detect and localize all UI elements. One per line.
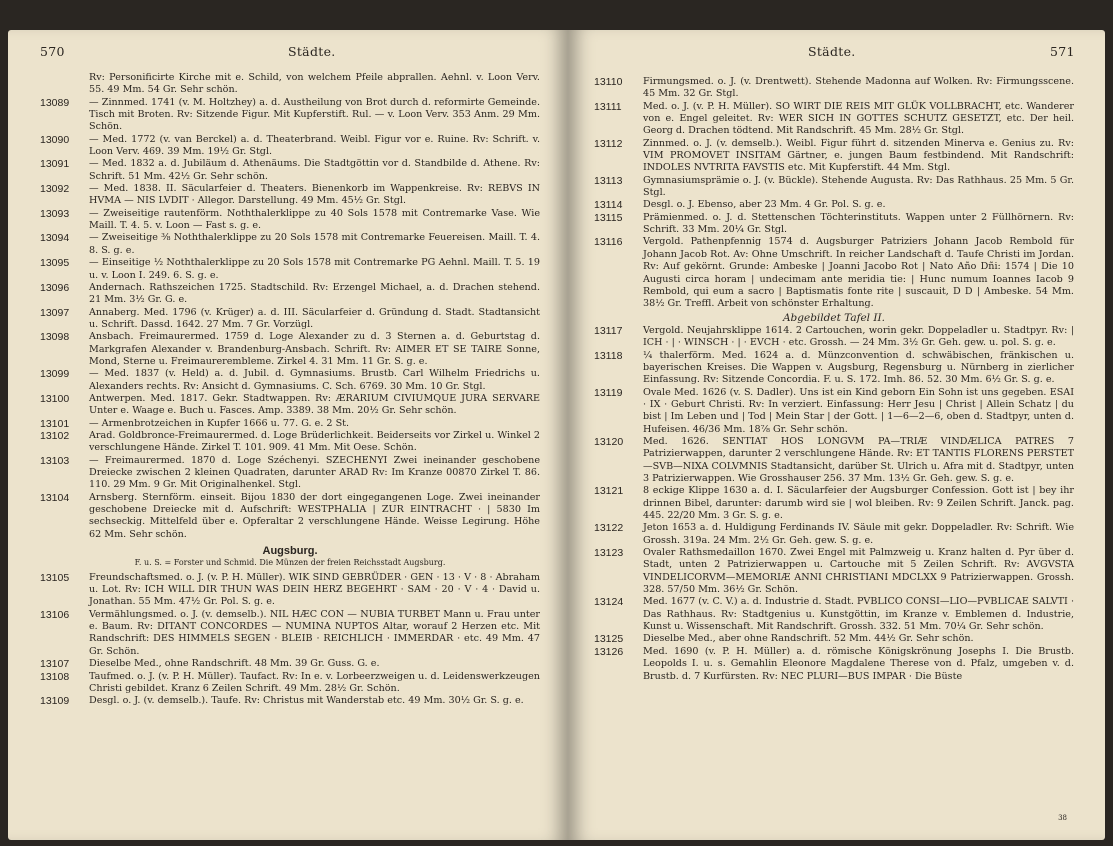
catalog-entry xyxy=(594,485,1074,522)
running-title-right: Städte. xyxy=(808,44,856,59)
lot-description: Med. 1690 (v. P. H. Müller) a. d. römische Königskrönung Josephs I. Die Brustb. Leopolds I. u. s. Gemahlin Eleonore Magdalene Therese von d. Pfalz, umgeben v. d. Brustb. d. 7 Kurfürsten. Rv: NEC PLURI—BUS IMPAR · Die Büste xyxy=(643,645,1074,682)
lot-description: Zinnmed. o. J. (v. demselb.). Weibl. Figur führt d. sitzenden Minerva e. Genius zu. Rv: VIM PROMOVET INSITAM Gärtner, e. jungen Baum festbindend. Mit Randschrift: INDOLES NVTRITA FAVSTIS etc. Mit Kupferstift. 44 Mm. Stgl. xyxy=(643,137,1074,174)
lot-description: Freundschaftsmed. o. J. (v. P. H. Müller). WIK SIND GEBRÜDER · GEN · 13 · V · 8 · Abraham u. Lot. Rv: ICH WILL DIR THUN WAS DEIN HERZ BEGEHRT · SAM · 20 · V · 4 · David u. Jonathan. 55 Mm. 47½ Gr. Pol. S. g. e. xyxy=(89,571,540,608)
lot-number: 13117 xyxy=(594,324,623,337)
lot-number: 13104 xyxy=(40,491,70,504)
lot-number: 13124 xyxy=(594,596,624,609)
lot-number: 13126 xyxy=(594,645,624,658)
lot-description: Dieselbe Med., ohne Randschrift. 48 Mm. 39 Gr. Guss. G. e. xyxy=(89,658,380,670)
lot-description: — Einseitige ½ Noththalerklippe zu 20 Sols 1578 mit Contremarke PG Aehnl. Maill. T. 5. 19 u. v. Loon I. 249. 6. S. g. e. xyxy=(89,257,540,281)
lot-description: Prämienmed. o. J. d. Stettenschen Töchterinstituts. Wappen unter 2 Füllhörnern. Rv: Schrift. 33 Mm. 20¼ Gr. Stgl. xyxy=(643,211,1074,236)
catalog-entry xyxy=(594,101,1074,138)
lot-number: 13089 xyxy=(40,96,70,109)
catalog-entry xyxy=(594,212,1074,237)
lot-number: 13125 xyxy=(594,633,624,646)
running-title-left: Städte. xyxy=(288,44,336,59)
lot-number: 13098 xyxy=(40,331,70,344)
catalog-entry xyxy=(594,138,1074,175)
lot-description: Antwerpen. Med. 1817. Gekr. Stadtwappen. Rv: ÆRARIUM CIVIUMQUE JURA SERVARE Unter e. Waage e. Buch u. Fasces. Amp. 3389. 38 Mm. 20½ Gr. Sehr schön. xyxy=(89,392,540,417)
lot-number: 13094 xyxy=(40,232,70,245)
lot-number: 13118 xyxy=(594,349,623,362)
lot-description: — Armenbrotzeichen in Kupfer 1666 u. 77. G. e. 2 St. xyxy=(89,417,350,429)
lot-number: 13103 xyxy=(40,454,70,467)
lot-number: 13107 xyxy=(40,658,70,671)
lot-description: Vergold. Pathenpfennig 1574 d. Augsburger Patriziers Johann Jacob Rembold für Johann Jacob Rot. Av: Ohne Umschrift. In reicher Landschaft d. Taufe Christi im Jordan. Rv: Auf gekörnt. Grunde: Ambeske | Joanni Jacobo Rot | Nato Año Dñi: 1574 | Die 10 Augusti circa horam | undecimam ante meridia tie: | Hunc numum Ioannes Iacob 9 Rembold, qui eum a sacro | Baptismatis fonte rite | suscauit, D D | Ambeske. 54 Mm. 38½ Gr. Treffl. Arbeit von schönster Erhaltung. xyxy=(643,236,1074,310)
entry-list xyxy=(594,76,1074,311)
plate-caption: Abgebildet Tafel II. xyxy=(782,311,886,324)
catalog-entry xyxy=(594,175,1074,200)
lot-description: Med. 1677 (v. C. V.) a. d. Industrie d. Stadt. PVBLICO CONSI—LIO—PVBLICAE SALVTI · Das Rathhaus. Rv: Stadtgenius u. Kunstgöttin, im Kranze v. Emblemen d. Industrie, Kunst u. Wissenschaft. Mit Randschrift. Grossh. 332. 51 Mm. 70¼ Gr. Sehr schön. xyxy=(643,596,1074,633)
lot-number: 13108 xyxy=(40,670,70,683)
lot-number: 13092 xyxy=(40,183,70,196)
lot-description: ¼ thalerförm. Med. 1624 a. d. Münzconvention d. schwäbischen, fränkischen u. bayerischen Kreises. Die Wappen v. Augsburg, Regensburg u. Nürnberg in zierlicher Einfassung. Rv: Sitzende Concordia. F. u. S. 172. Imh. 86. 52. 30 Mm. 6½ Gr. S. g. e. xyxy=(643,349,1074,386)
lot-description: Jeton 1653 a. d. Huldigung Ferdinands IV. Säule mit gekr. Doppeladler. Rv: Schrift. Wie Grossh. 319a. 24 Mm. 2½ Gr. Geh. gew. S. g. e. xyxy=(643,522,1074,546)
lot-description: Annaberg. Med. 1796 (v. Krüger) a. d. III. Säcularfeier d. Gründung d. Stadt. Stadtansicht u. Schrift. Dassd. 1642. 27 Mm. 7 Gr. Vorzügl. xyxy=(89,306,540,330)
catalog-entry xyxy=(40,307,540,332)
lot-number: 13120 xyxy=(594,435,624,448)
entry-list xyxy=(40,572,540,708)
catalog-entry xyxy=(40,183,540,208)
catalog-entry xyxy=(40,393,540,418)
lot-number: 13093 xyxy=(40,207,70,220)
catalog-entry xyxy=(40,418,540,430)
catalog-entry xyxy=(594,547,1074,596)
printer-signature: 38 xyxy=(1058,814,1067,822)
lot-description: 8 eckige Klippe 1630 a. d. I. Säcularfeier der Augsburger Confession. Gott ist | bey ihr drinnen Bibel, darunter: darumb wird sie | wol bleiben. Rv: 9 Zeilen Schrift. Janck. pag. 445. 22/20 Mm. 3 Gr. S. g. e. xyxy=(643,485,1074,522)
lot-description: Vergold. Neujahrsklippe 1614. 2 Cartouchen, worin gekr. Doppeladler u. Stadtpyr. Rv: | ICH · | · WINSCH · | · EVCH · etc. Grossh. — 24 Mm. 3½ Gr. Geh. gew. u. pol. S. g. e. xyxy=(643,324,1074,349)
lot-number: 13115 xyxy=(594,211,623,224)
lot-description: Andernach. Rathszeichen 1725. Stadtschild. Rv: Erzengel Michael, a. d. Drachen stehend. 21 Mm. 3½ Gr. G. e. xyxy=(89,281,540,306)
lot-number: 13100 xyxy=(40,392,70,405)
lot-description: — Med. 1832 a. d. Jubiläum d. Athenäums. Die Stadtgöttin vor d. Standbilde d. Athene. Rv: Schrift. 51 Mm. 42½ Gr. Sehr schön. xyxy=(89,158,540,182)
catalog-entry xyxy=(40,208,540,233)
lot-description: — Med. 1772 (v. van Berckel) a. d. Theaterbrand. Weibl. Figur vor e. Ruine. Rv: Schrift. v. Loon Verv. 469. 39 Mm. 19½ Gr. Stgl. xyxy=(89,133,540,158)
lot-number: 13112 xyxy=(594,137,623,150)
catalog-entry xyxy=(40,492,540,541)
right-page xyxy=(568,30,1105,840)
lot-number: 13096 xyxy=(40,281,70,294)
catalog-entry xyxy=(40,331,540,368)
lot-description: Gymnasiumsprämie o. J. (v. Bückle). Stehende Augusta. Rv: Das Rathhaus. 25 Mm. 5 Gr. Stgl. xyxy=(643,174,1074,199)
lot-number: 13123 xyxy=(594,547,624,560)
lot-description: Desgl. o. J. Ebenso, aber 23 Mm. 4 Gr. Pol. S. g. e. xyxy=(643,199,886,211)
section-title: Augsburg. xyxy=(262,545,318,558)
catalog-entry xyxy=(40,695,540,707)
lot-description: Med. o. J. (v. P. H. Müller). SO WIRT DIE REIS MIT GLÜK VOLLBRACHT, etc. Wanderer von e. Engel geleitet. Rv: WER SICH IN GOTTES SCHUTZ GESETZT, etc. Der heil. Georg d. Drachen tödtend. Mit Randschrift. 45 Mm. 28½ Gr. Stgl. xyxy=(643,100,1074,137)
catalog-entry xyxy=(40,430,540,455)
lot-number: 13099 xyxy=(40,368,70,381)
catalog-entry xyxy=(594,387,1074,436)
catalog-entry xyxy=(40,282,540,307)
lot-description: Ovale Med. 1626 (v. S. Dadler). Uns ist ein Kind geborn Ein Sohn ist uns gegeben. ESAI · IX · Geburt Christi. Rv: In verziert. Einfassung: Herr Jesu | Christ | Allein Schatz | du bist | Im Leben und | Tod | Mein Star | der Gott. | 1—6—2—6, oben d. Stadtpyr, unten d. Hufeisen. 46/36 Mm. 18⁷⁄₈ Gr. Sehr schön. xyxy=(643,386,1074,435)
lot-description: Vermählungsmed. o. J. (v. demselb.). NIL HÆC CON — NUBIA TURBET Mann u. Frau unter e. Baum. Rv: DITANT CONCORDES — NUMINA NUPTOS Altar, worauf 2 Herzen etc. Mit Randschrift: DES HIMMELS SEGEN · BLEIB · REICHLICH · IMMERDAR · etc. 49 Mm. 47 Gr. Schön. xyxy=(89,608,540,657)
page-number-left: 570 xyxy=(40,44,65,59)
entry-list xyxy=(40,97,540,541)
lot-number: 13101 xyxy=(40,417,70,430)
right-content xyxy=(594,76,1074,683)
lot-number: 13111 xyxy=(594,100,622,113)
catalog-entry xyxy=(40,658,540,670)
lot-description: Med. 1626. SENTIAT HOS LONGVM PA—TRIÆ VINDÆLICA PATRES 7 Patrizierwappen, darunter 2 verschlungene Hände. Rv: ET TANTIS FLORENS PERSTET—SVB—NIXA COLVMNIS Stadtansicht, darüber St. Ulrich u. Afra mit d. Stadtpyr, unten 3 Patrizierwappen. Wie Grosshauser 256. 37 Mm. 13½ Gr. Geh. gew. S. g. e. xyxy=(643,435,1074,484)
lot-description: — Med. 1838. II. Säcularfeier d. Theaters. Bienenkorb im Wappenkreise. Rv: REBVS IN HVMA — NIS LVDIT · Allegor. Darstellung. 49 Mm. 45½ Gr. Stgl. xyxy=(89,183,540,207)
lot-number: 13121 xyxy=(594,485,624,498)
continued-entry: Rv: Personificirte Kirche mit e. Schild, von welchem Pfeile abprallen. Aehnl. v. Loon Verv. 55. 49 Mm. 54 Gr. Sehr schön. xyxy=(89,72,540,96)
catalog-entry xyxy=(594,325,1074,350)
catalog-entry xyxy=(594,350,1074,387)
lot-number: 13091 xyxy=(40,158,70,171)
catalog-entry xyxy=(40,158,540,183)
lot-number: 13110 xyxy=(594,76,623,88)
lot-number: 13105 xyxy=(40,571,70,584)
lot-number: 13114 xyxy=(594,199,623,212)
lot-description: Ovaler Rathsmedaillon 1670. Zwei Engel mit Palmzweig u. Kranz halten d. Pyr über d. Stadt, unten 2 Patrizierwappen u. Cartouche mit 5 Zeilen Schrift. Rv: AVGVSTA VINDELICORVM—MEMORIÆ ANNI CHRISTIANI MDCLXX 9 Patrizierwappen. Grossh. 328. 57/50 Mm. 36½ Gr. Schön. xyxy=(643,547,1074,596)
catalog-entry xyxy=(40,134,540,159)
lot-number: 13109 xyxy=(40,695,70,708)
lot-description: Dieselbe Med., aber ohne Randschrift. 52 Mm. 44½ Gr. Sehr schön. xyxy=(643,633,974,645)
lot-number: 13113 xyxy=(594,174,623,187)
lot-number: 13122 xyxy=(594,522,624,535)
catalog-entry xyxy=(40,97,540,134)
catalog-entry xyxy=(40,368,540,393)
lot-description: — Zinnmed. 1741 (v. M. Holtzhey) a. d. Austheilung von Brot durch d. reformirte Gemeinde. Tisch mit Broten. Rv: Sitzende Figur. Mit Kupferstift. Rul. — v. Loon Verv. 353 Anm. 29 Mm. Schön. xyxy=(89,96,540,133)
lot-number: 13116 xyxy=(594,236,623,249)
lot-number: 13090 xyxy=(40,133,70,146)
lot-description: — Freimaurermed. 1870 d. Loge Széchenyi. SZECHENYI Zwei ineinander geschobene Dreiecke zwischen 2 kleinen Quadraten, darunter ARAD Rv: Im Kranze 00870 Zirkel T. 86. 110. 29 Mm. 9 Gr. Mit Originalhenkel. Stgl. xyxy=(89,454,540,491)
catalog-entry xyxy=(40,257,540,282)
left-page xyxy=(8,30,568,840)
lot-number: 13095 xyxy=(40,257,70,270)
catalog-entry xyxy=(594,76,1074,101)
lot-number: 13119 xyxy=(594,386,623,399)
lot-description: Desgl. o. J. (v. demselb.). Taufe. Rv: Christus mit Wanderstab etc. 49 Mm. 30½ Gr. S. g. e. xyxy=(89,695,524,707)
catalog-entry xyxy=(594,646,1074,683)
catalog-entry xyxy=(594,199,1074,211)
catalog-entry xyxy=(40,609,540,658)
catalog-entry xyxy=(594,596,1074,633)
lot-description: Ansbach. Freimaurermed. 1759 d. Loge Alexander zu d. 3 Sternen a. d. Geburtstag d. Markgrafen Alexander v. Brandenburg-Ansbach. Schrift. Rv: AIMER ET SE TAIRE Sonne, Mond, Sterne u. Freimaurerembleme. Zirkel 4. 31 Mm. 11 Gr. S. g. e. xyxy=(89,331,540,367)
catalog-entry xyxy=(594,522,1074,547)
catalog-entry xyxy=(594,436,1074,485)
catalog-entry xyxy=(40,232,540,257)
lot-description: Arad. Goldbronce-Freimaurermed. d. Loge Brüderlichkeit. Beiderseits vor Zirkel u. Winkel 2 verschlungene Hände. Zirkel T. 101. 909. 41 Mm. Mit Oese. Schön. xyxy=(89,429,541,454)
left-content xyxy=(40,72,540,708)
lot-description: Firmungsmed. o. J. (v. Drentwett). Stehende Madonna auf Wolken. Rv: Firmungsscene. 45 Mm. 32 Gr. Stgl. xyxy=(643,76,1074,100)
lot-description: Arnsberg. Sternförm. einseit. Bijou 1830 der dort eingegangenen Loge. Zwei ineinander geschobene Dreiecke mit d. Aufschrift: WESTPHALIA | ZUR EINTRACHT · | 5830 Im sechseckig. Mittelfeld über e. Opferaltar 2 verschlungene Hände. Weisse Legirung. Höhe 62 Mm. Sehr schön. xyxy=(89,491,540,540)
lot-description: — Zweiseitige rautenförm. Noththalerklippe zu 40 Sols 1578 mit Contremarke Vase. Wie Maill. T. 4. 5. v. Loon — Fast s. g. e. xyxy=(89,207,540,232)
lot-description: — Zweiseitige ³⁄₈ Noththalerklippe zu 20 Sols 1578 mit Contremarke Feuereisen. Maill. T. 4. 8. S. g. e. xyxy=(89,232,540,256)
lot-number: 13106 xyxy=(40,608,70,621)
lot-number: 13102 xyxy=(40,429,70,442)
page-number-right: 571 xyxy=(1050,44,1075,59)
lot-number: 13097 xyxy=(40,306,70,319)
catalog-entry xyxy=(594,633,1074,645)
entry-list xyxy=(594,325,1074,683)
catalog-entry xyxy=(40,671,540,696)
lot-description: Taufmed. o. J. (v. P. H. Müller). Taufact. Rv: In e. v. Lorbeerzweigen u. d. Leidenswerkzeugen Christi gebildet. Kranz 6 Zeilen Schrift. 49 Mm. 28½ Gr. Schön. xyxy=(89,670,540,694)
lot-description: — Med. 1837 (v. Held) a. d. Jubil. d. Gymnasiums. Brustb. Carl Wilhelm Friedrichs u. Alexanders rechts. Rv: Ansicht d. Gymnasiums. C. Sch. 6769. 30 Mm. 10 Gr. Stgl. xyxy=(89,368,540,392)
section-subtitle: F. u. S. = Forster und Schmid. Die Münzen der freien Reichsstadt Augsburg. xyxy=(134,558,446,568)
catalog-entry xyxy=(40,455,540,492)
catalog-entry xyxy=(40,572,540,609)
catalog-entry xyxy=(594,236,1074,310)
